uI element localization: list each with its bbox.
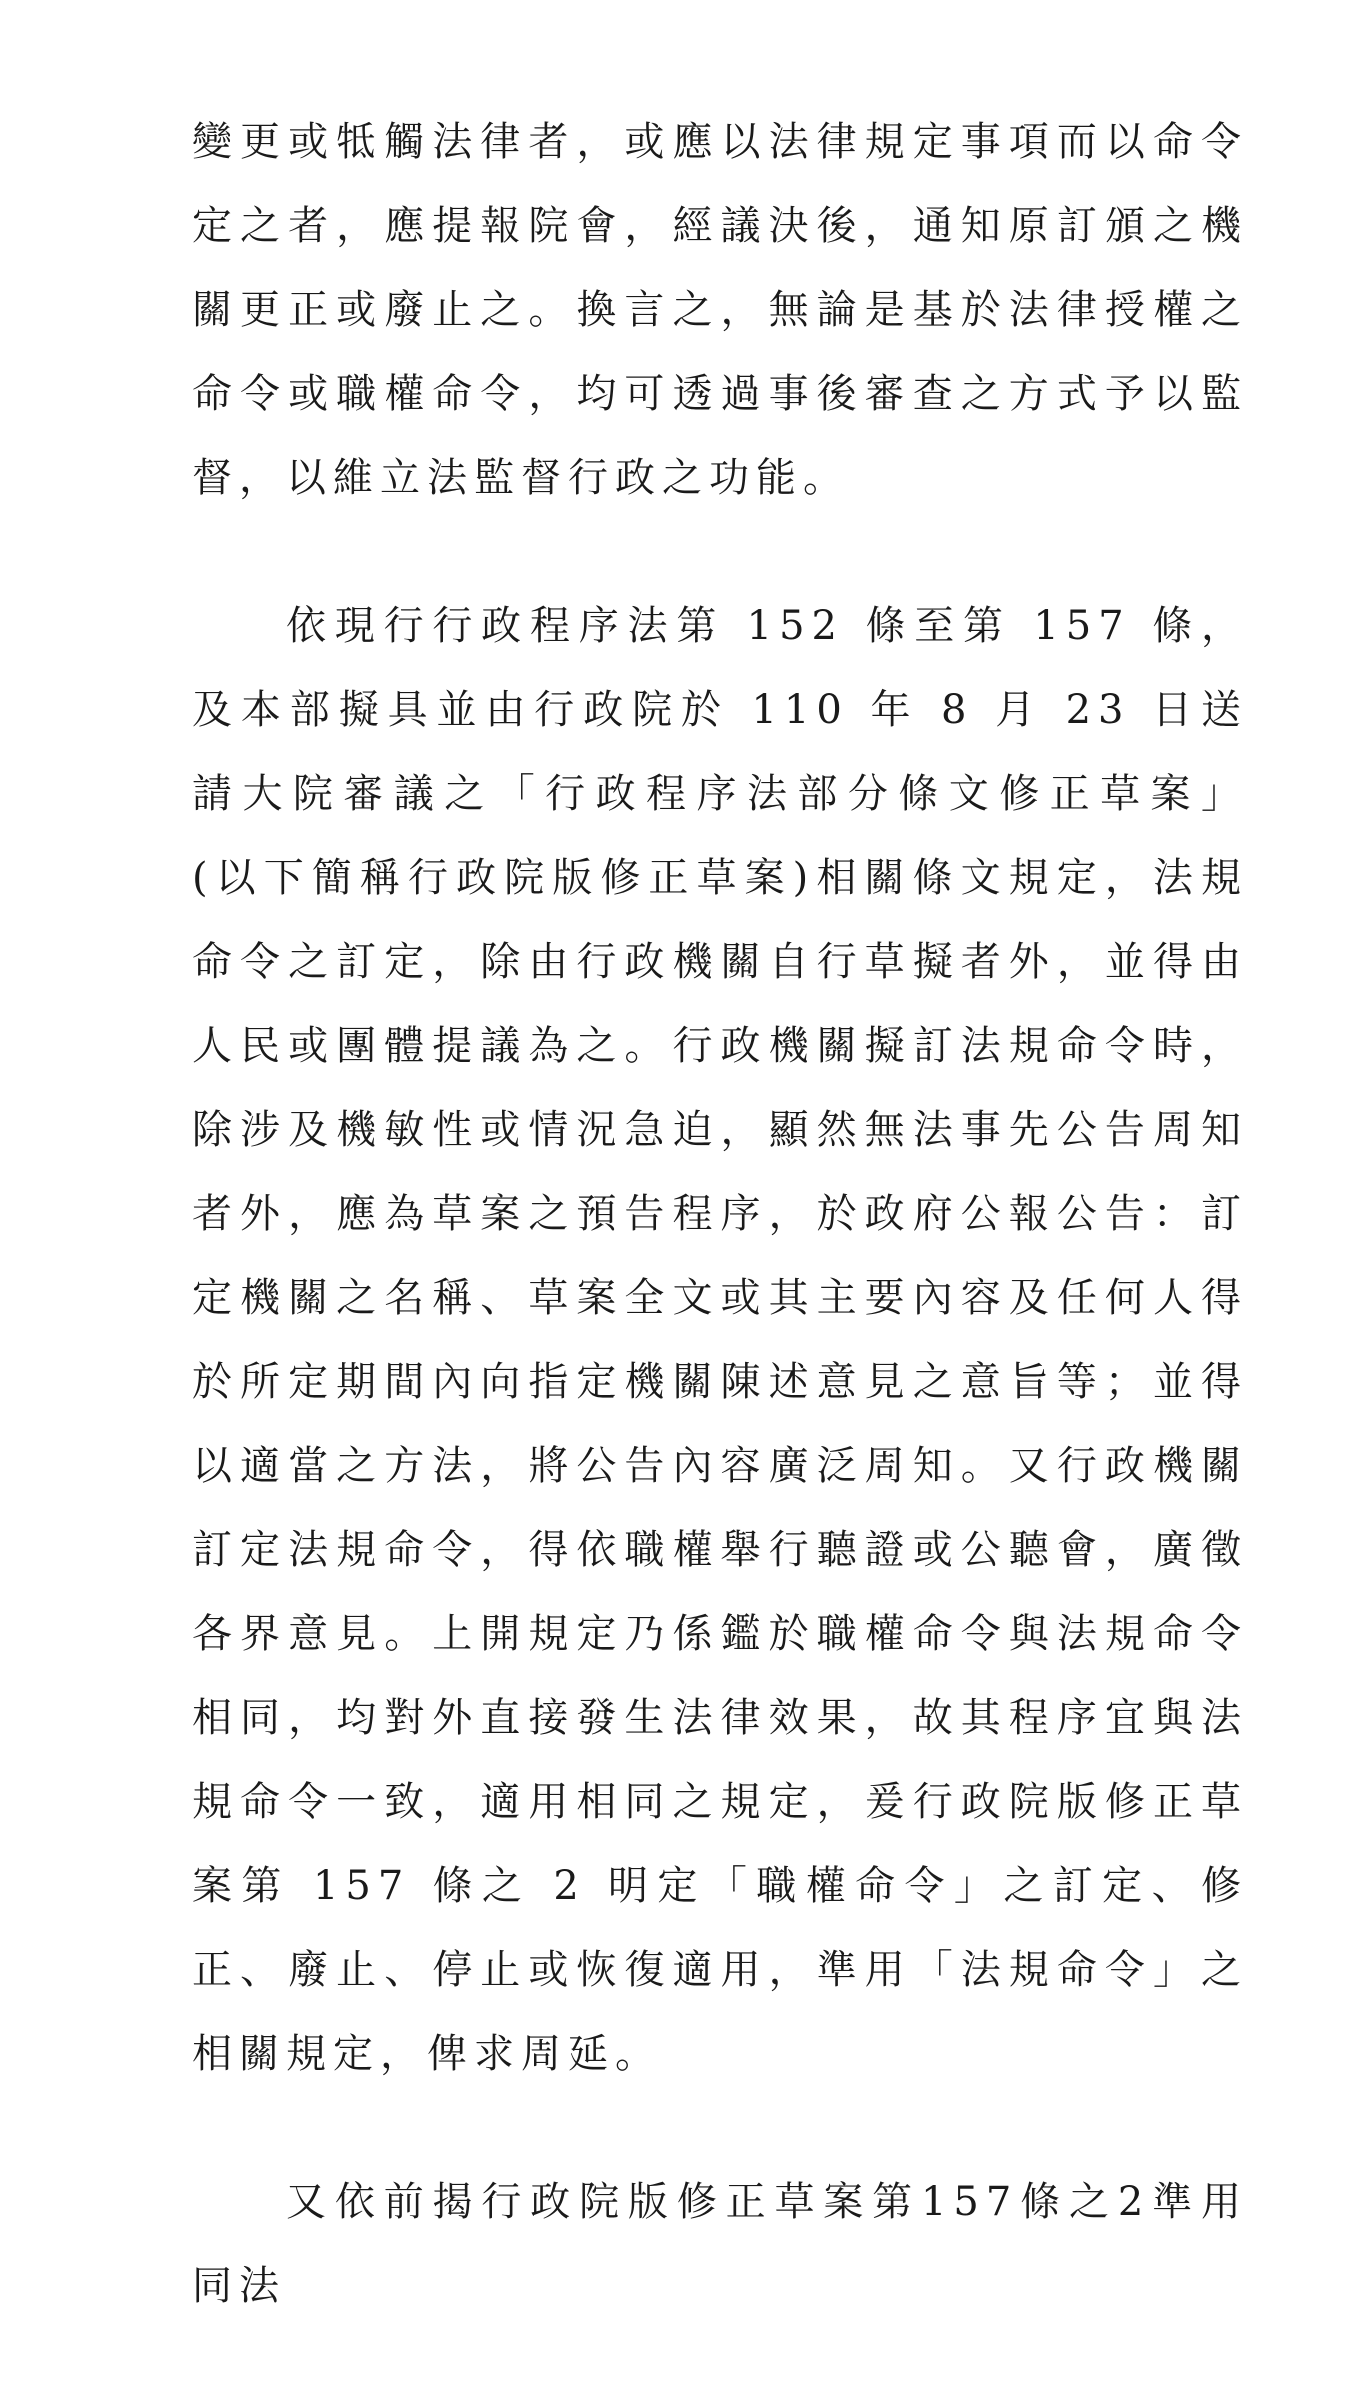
document-body bbox=[192, 100, 1248, 2392]
paragraph-3: 又依前揭行政院版修正草案第157條之2準用同法 bbox=[192, 2179, 1248, 2309]
paragraph-2: 依現行行政程序法第 152 條至第 157 條，及本部擬具並由行政院於 110 年 8 月 23 日送請大院審議之「行政程序法部分條文修正草案」(以下簡稱行政院版修正草案)相關條文規定，法規命令之訂定，除由行政機關自行草擬者外，並得由人民或團體提議為之。行政機關擬訂法規命令時，除涉及機敏性或情況急迫，顯然無法事先公告周知者外，應為草案之預告程序，於政府公報公告：訂定機關之名稱、草案全文或其主要內容及任何人得於所定期間內向指定機關陳述意見之意旨等；並得以適當之方法，將公告內容廣泛周知。又行政機關訂定法規命令，得依職權舉行聽證或公聽會，廣徵各界意見。上開規定乃係鑑於職權命令與法規命令相同，均對外直接發生法律效果，故其程序宜與法規命令一致，適用相同之規定，爰行政院版修正草案第 157 條之 2 明定「職權命令」之訂定、修正、廢止、停止或恢復適用，準用「法規命令」之相關規定，俾求周延。 bbox=[192, 603, 1248, 2077]
paragraph-1: 變更或牴觸法律者，或應以法律規定事項而以命令定之者，應提報院會，經議決後，通知原訂頒之機關更正或廢止之。換言之，無論是基於法律授權之命令或職權命令，均可透過事後審查之方式予以監督，以維立法監督行政之功能。 bbox=[192, 119, 1248, 501]
